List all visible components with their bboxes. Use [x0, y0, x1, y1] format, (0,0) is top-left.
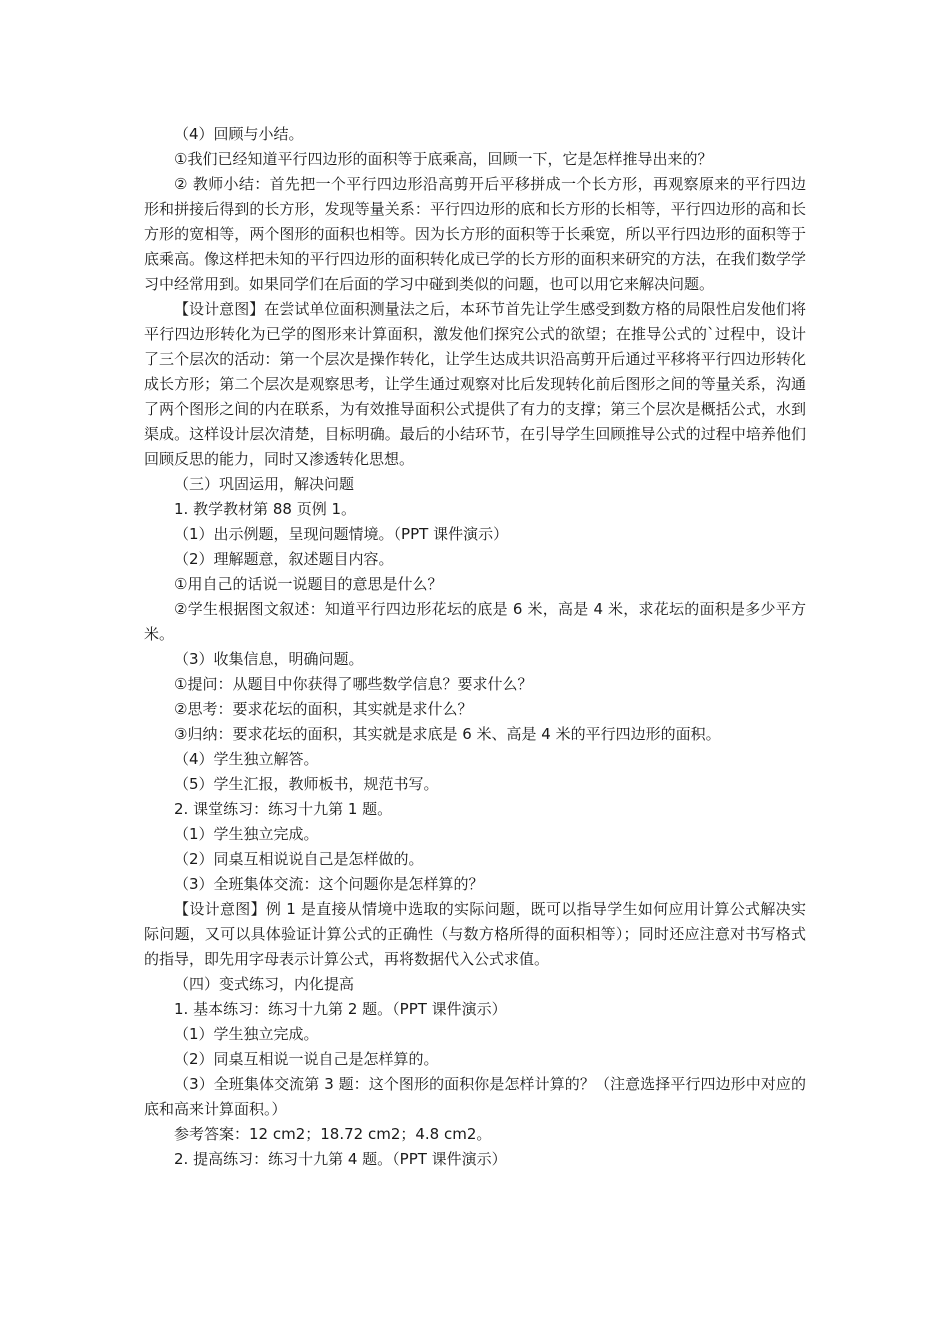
paragraph-step-5: （5）学生汇报，教师板书，规范书写。	[174, 775, 439, 793]
paragraph-step-2-b: ②学生根据图文叙述：知道平行四边形花坛的底是 6 米，高是 4 米，求花坛的面积是多少平方米。	[144, 600, 806, 643]
section-heading-3: （三）巩固运用，解决问题	[174, 475, 355, 493]
paragraph-class-practice: 2. 课堂练习：练习十九第 1 题。	[174, 800, 393, 818]
document-body	[144, 122, 806, 1172]
paragraph-step-2: （2）理解题意，叙述题目内容。	[174, 550, 394, 568]
paragraph-step-3-c: ③归纳：要求花坛的面积，其实就是求底是 6 米、高是 4 米的平行四边形的面积。	[174, 725, 721, 743]
paragraph-basic-2: （2）同桌互相说一说自己是怎样算的。	[174, 1050, 439, 1068]
paragraph-advanced-practice: 2. 提高练习：练习十九第 4 题。（PPT 课件演示）	[174, 1150, 507, 1168]
paragraph-step-1: （1）出示例题，呈现问题情境。（PPT 课件演示）	[174, 525, 509, 543]
paragraph-reference-answer: 参考答案：12 cm2；18.72 cm2；4.8 cm2。	[174, 1125, 492, 1143]
paragraph-step-4: （4）学生独立解答。	[174, 750, 319, 768]
section-heading-4: （四）变式练习，内化提高	[174, 975, 355, 993]
paragraph-design-intent-1: 【设计意图】在尝试单位面积测量法之后，本环节首先让学生感受到数方格的局限性启发他们将平行四边形转化为已学的图形来计算面积，激发他们探究公式的欲望；在推导公式的`过程中，设计了三个层次的活动：第一个层次是操作转化，让学生达成共识沿高剪开后通过平移将平行四边形转化成长方形；第二个层次是观察思考，让学生通过观察对比后发现转化前后图形之间的等量关系，沟通了两个图形之间的内在联系，为有效推导面积公式提供了有力的支撑；第三个层次是概括公式，水到渠成。这样设计层次清楚，目标明确。最后的小结环节，在引导学生回顾推导公式的过程中培养他们回顾反思的能力，同时又渗透转化思想。	[144, 300, 806, 468]
paragraph-step-3-a: ①提问：从题目中你获得了哪些数学信息？要求什么？	[174, 675, 533, 693]
paragraph-basic-practice: 1. 基本练习：练习十九第 2 题。（PPT 课件演示）	[174, 1000, 507, 1018]
paragraph-design-intent-2: 【设计意图】例 1 是直接从情境中选取的实际问题，既可以指导学生如何应用计算公式解决实际问题，又可以具体验证计算公式的正确性（与数方格所得的面积相等）；同时还应注意对书写格式的指导，即先用字母表示计算公式，再将数据代入公式求值。	[144, 900, 806, 968]
paragraph-review-question: ①我们已经知道平行四边形的面积等于底乘高，回顾一下，它是怎样推导出来的？	[174, 150, 713, 168]
paragraph-review-heading: （4）回顾与小结。	[174, 125, 304, 143]
paragraph-example-1: 1. 教学教材第 88 页例 1。	[174, 500, 357, 518]
paragraph-basic-1: （1）学生独立完成。	[174, 1025, 319, 1043]
paragraph-step-2-a: ①用自己的话说一说题目的意思是什么？	[174, 575, 443, 593]
paragraph-practice-2: （2）同桌互相说说自己是怎样做的。	[174, 850, 424, 868]
paragraph-teacher-summary: ② 教师小结：首先把一个平行四边形沿高剪开后平移拼成一个长方形，再观察原来的平行四边形和拼接后得到的长方形，发现等量关系：平行四边形的底和长方形的长相等，平行四边形的高和长方形的宽相等，两个图形的面积也相等。因为长方形的面积等于长乘宽，所以平行四边形的面积等于底乘高。像这样把未知的平行四边形的面积转化成已学的长方形的面积来研究的方法，在我们数学学习中经常用到。如果同学们在后面的学习中碰到类似的问题，也可以用它来解决问题。	[144, 175, 806, 293]
paragraph-practice-3: （3）全班集体交流：这个问题你是怎样算的？	[174, 875, 484, 893]
paragraph-basic-3: （3）全班集体交流第 3 题：这个图形的面积你是怎样计算的？（注意选择平行四边形中对应的底和高来计算面积。）	[144, 1075, 806, 1118]
paragraph-practice-1: （1）学生独立完成。	[174, 825, 319, 843]
paragraph-step-3: （3）收集信息，明确问题。	[174, 650, 364, 668]
paragraph-step-3-b: ②思考：要求花坛的面积，其实就是求什么？	[174, 700, 473, 718]
